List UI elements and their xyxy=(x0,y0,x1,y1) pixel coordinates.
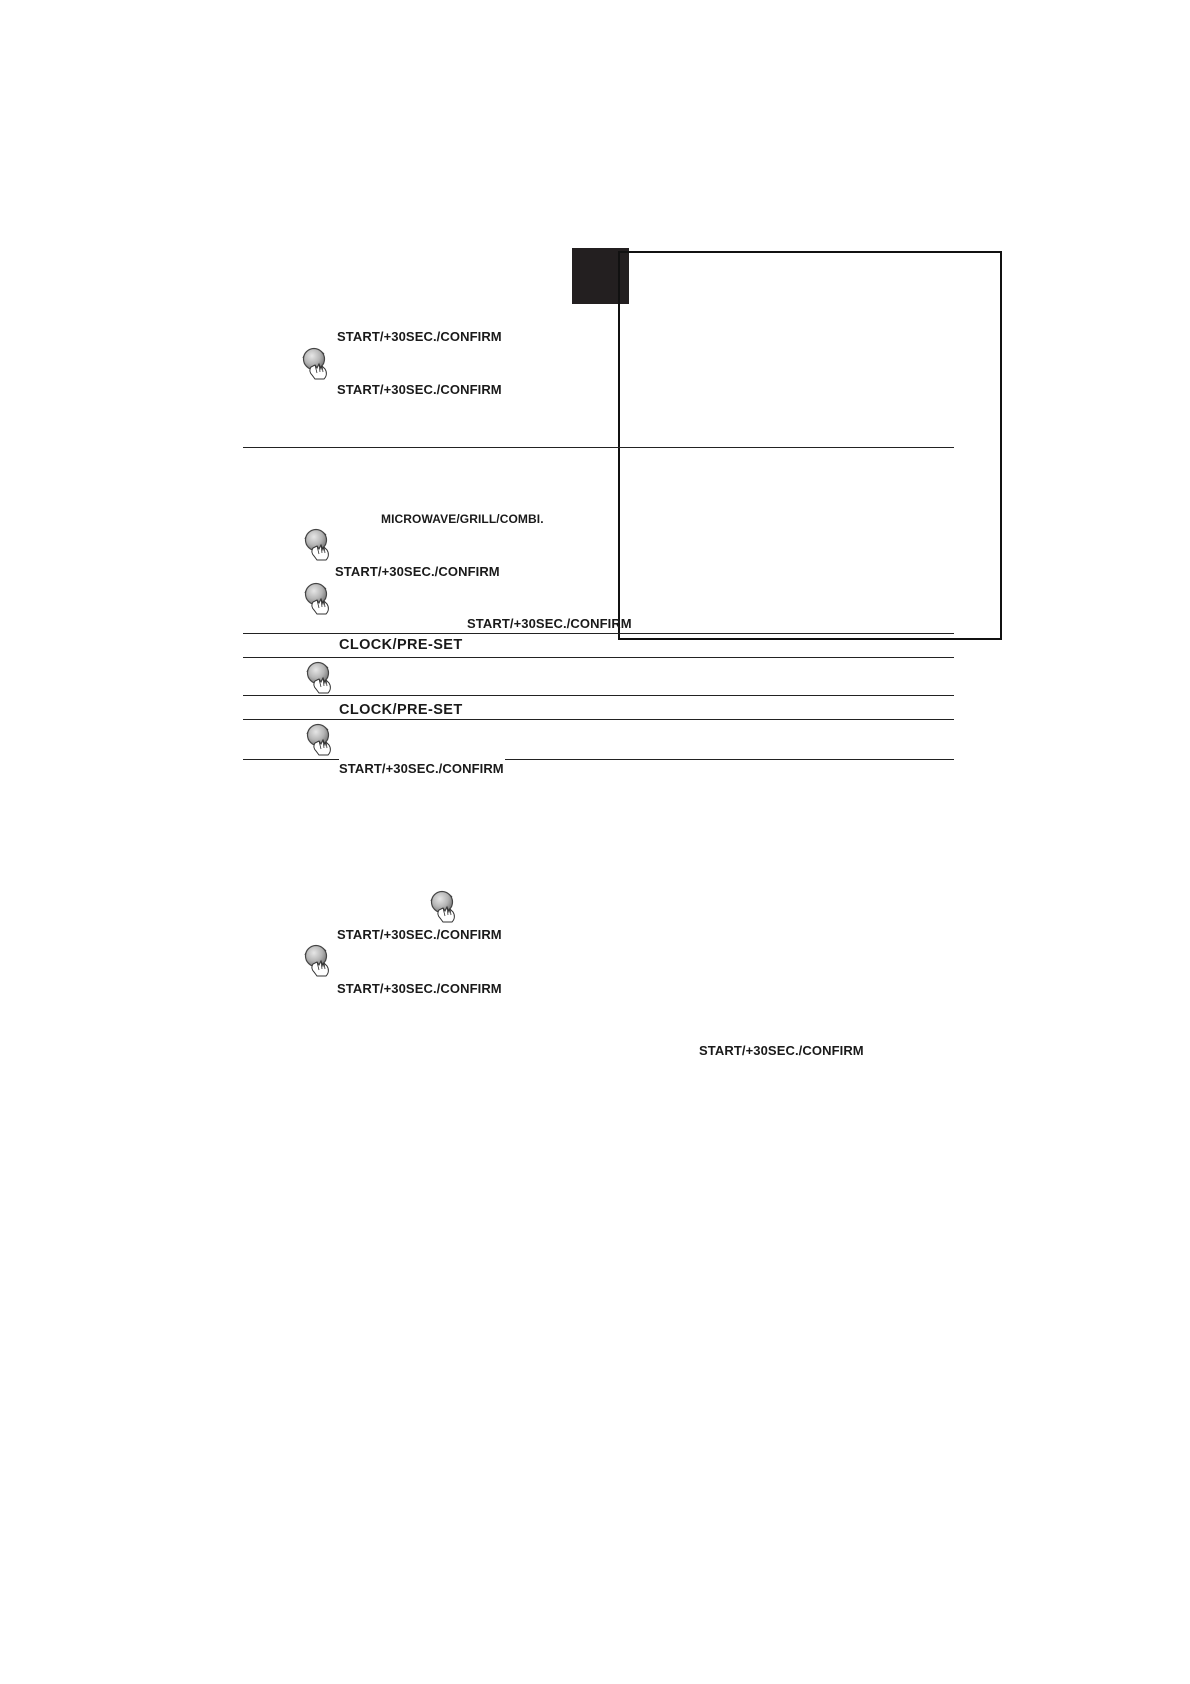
dial-icon-6 xyxy=(428,889,458,923)
table-rule xyxy=(505,759,954,760)
table-rule xyxy=(243,657,954,658)
section-divider xyxy=(243,447,954,448)
dial-icon-1 xyxy=(300,346,330,380)
start-confirm-button-label-4: START/+30SEC./CONFIRM xyxy=(467,616,632,631)
table-rule xyxy=(243,719,954,720)
info-box-frame xyxy=(618,251,1002,640)
clock-preset-button-label-1: CLOCK/PRE-SET xyxy=(339,637,463,653)
dial-icon-7 xyxy=(302,943,332,977)
table-rule xyxy=(243,695,954,696)
dial-icon-2 xyxy=(302,527,332,561)
table-rule xyxy=(243,633,954,634)
start-confirm-button-label-6: START/+30SEC./CONFIRM xyxy=(337,927,502,942)
start-confirm-button-label-1: START/+30SEC./CONFIRM xyxy=(337,329,502,344)
mode-button-label: MICROWAVE/GRILL/COMBI. xyxy=(381,512,544,526)
table-rule xyxy=(243,759,339,760)
start-confirm-button-label-5: START/+30SEC./CONFIRM xyxy=(339,761,504,776)
start-confirm-button-label-8: START/+30SEC./CONFIRM xyxy=(699,1043,864,1058)
start-confirm-button-label-7: START/+30SEC./CONFIRM xyxy=(337,981,502,996)
start-confirm-button-label-2: START/+30SEC./CONFIRM xyxy=(337,382,502,397)
clock-preset-button-label-2: CLOCK/PRE-SET xyxy=(339,702,463,718)
dial-icon-4 xyxy=(304,660,334,694)
start-confirm-button-label-3: START/+30SEC./CONFIRM xyxy=(335,564,500,579)
dial-icon-5 xyxy=(304,722,334,756)
dial-icon-3 xyxy=(302,581,332,615)
